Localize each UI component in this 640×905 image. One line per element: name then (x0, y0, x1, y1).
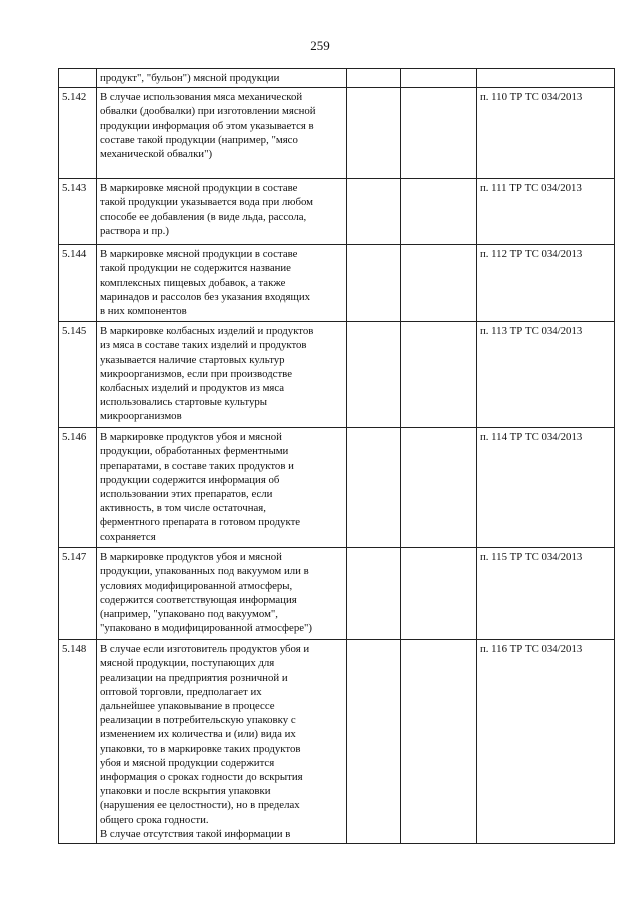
requirement-text (97, 322, 347, 428)
requirement-line: использовались стартовые культуры (100, 396, 267, 409)
requirement-line: упаковки, то в маркировке таких продуктов (100, 742, 301, 755)
item-number: 5.142 (59, 88, 97, 179)
item-number: 5.145 (59, 322, 97, 428)
requirement-line: обвалки (дообвалки) при изготовлении мясной (100, 105, 316, 118)
requirement-text (97, 548, 347, 640)
requirement-line: содержится соответствующая информация (100, 593, 297, 606)
requirement-text (97, 69, 347, 88)
requirement-line: колбасных изделий и продуктов из мяса (100, 382, 285, 395)
table-row (59, 69, 615, 88)
requirement-line: продукции содержится информация об (100, 473, 280, 486)
requirement-line: реализации на предприятия розничной и (100, 671, 288, 684)
requirement-line: продукции, упакованных под вакуумом или в (100, 565, 309, 578)
requirement-line: раствора и пр.) (100, 224, 169, 237)
requirement-line: В маркировке колбасных изделий и продуктов (100, 325, 314, 338)
requirement-line: В случае использования мяса механической (100, 91, 303, 104)
requirement-line: информация о сроках годности до вскрытия (100, 771, 303, 784)
requirement-line: продукции, обработанных ферментными (100, 445, 289, 458)
regulation-reference (477, 69, 615, 88)
empty-cell (401, 428, 477, 548)
regulation-reference: п. 111 ТР ТС 034/2013 (477, 179, 615, 245)
requirement-text (97, 179, 347, 245)
requirement-line: В случае отсутствия такой информации в (100, 827, 291, 840)
requirement-line: "упаковано в модифицированной атмосфере") (100, 622, 313, 635)
regulation-reference: п. 110 ТР ТС 034/2013 (477, 88, 615, 179)
requirement-text (97, 88, 347, 179)
table-row (59, 179, 615, 245)
requirement-line: В маркировке продуктов убоя и мясной (100, 551, 282, 564)
requirement-line: использовании этих препаратов, если (100, 488, 273, 501)
empty-cell (401, 640, 477, 844)
requirement-line: (нарушения ее целостности), но в пределах (100, 799, 300, 812)
requirement-line: способе ее добавления (в виде льда, рассола, (100, 210, 307, 223)
regulation-reference: п. 115 ТР ТС 034/2013 (477, 548, 615, 640)
requirement-line: В маркировке мясной продукции в составе (100, 248, 298, 261)
regulation-reference: п. 116 ТР ТС 034/2013 (477, 640, 615, 844)
table-row (59, 322, 615, 428)
item-number: 5.144 (59, 245, 97, 322)
empty-cell (347, 640, 401, 844)
requirement-text (97, 245, 347, 322)
requirement-text (97, 428, 347, 548)
requirement-line: комплексных пищевых добавок, а также (100, 276, 286, 289)
requirement-line: ферментного препарата в готовом продукте (100, 516, 301, 529)
requirement-line: маринадов и рассолов без указания входящих (100, 290, 310, 303)
table-row (59, 428, 615, 548)
requirement-line: мясной продукции, поступающих для (100, 657, 275, 670)
requirement-line: реализации в потребительскую упаковку с (100, 714, 296, 727)
requirement-line: указывается наличие стартовых культур (100, 353, 285, 366)
empty-cell (347, 88, 401, 179)
empty-cell (347, 548, 401, 640)
item-number: 5.147 (59, 548, 97, 640)
item-number: 5.148 (59, 640, 97, 844)
requirement-line: оптовой торговли, предполагает их (100, 685, 262, 698)
requirement-line: В случае если изготовитель продуктов убоя и (100, 643, 310, 656)
empty-cell (347, 179, 401, 245)
requirement-line: препаратами, в составе таких продуктов и (100, 459, 294, 472)
item-number (59, 69, 97, 88)
requirement-line: такой продукции указывается вода при любом (100, 196, 314, 209)
requirement-line: активность, в том числе остаточная, (100, 502, 266, 515)
requirement-line: общего срока годности. (100, 813, 209, 826)
requirement-line: В маркировке продуктов убоя и мясной (100, 431, 282, 444)
requirement-line: изменением их количества и (или) вида их (100, 728, 296, 741)
requirement-line: составе такой продукции (например, "мясо (100, 133, 298, 146)
page-number: 259 (310, 38, 330, 53)
empty-cell (401, 69, 477, 88)
requirement-line: такой продукции не содержится название (100, 262, 291, 275)
requirement-line: в них компонентов (100, 305, 187, 318)
requirement-line: из мяса в составе таких изделий и продуктов (100, 339, 307, 352)
empty-cell (401, 88, 477, 179)
requirement-line: механической обвалки") (100, 148, 213, 161)
table-row (59, 548, 615, 640)
requirement-line: продукт", "бульон") мясной продукции (100, 72, 280, 84)
regulation-reference: п. 112 ТР ТС 034/2013 (477, 245, 615, 322)
empty-cell (347, 428, 401, 548)
requirement-line: дальнейшее упаковывание в процессе (100, 700, 275, 713)
table-row (59, 640, 615, 844)
empty-cell (347, 69, 401, 88)
empty-cell (347, 322, 401, 428)
requirement-line: сохраняется (100, 530, 156, 543)
empty-cell (401, 179, 477, 245)
table-row (59, 88, 615, 179)
requirement-line: В маркировке мясной продукции в составе (100, 182, 298, 195)
empty-cell (401, 322, 477, 428)
requirement-line: (например, "упаковано под вакуумом", (100, 608, 279, 621)
table-row (59, 245, 615, 322)
requirement-line: убоя и мясной продукции содержится (100, 756, 275, 769)
regulation-reference: п. 114 ТР ТС 034/2013 (477, 428, 615, 548)
empty-cell (401, 245, 477, 322)
requirement-line: продукции информация об этом указывается в (100, 119, 314, 132)
empty-cell (401, 548, 477, 640)
requirement-line: микроорганизмов (100, 410, 182, 423)
empty-cell (347, 245, 401, 322)
requirements-table (58, 68, 615, 844)
requirement-text (97, 640, 347, 844)
requirement-line: микроорганизмов, если при производстве (100, 367, 292, 380)
item-number: 5.143 (59, 179, 97, 245)
regulation-reference: п. 113 ТР ТС 034/2013 (477, 322, 615, 428)
requirement-line: упаковки и после вскрытия упаковки (100, 785, 271, 798)
item-number: 5.146 (59, 428, 97, 548)
requirement-line: условиях модифицированной атмосферы, (100, 579, 293, 592)
